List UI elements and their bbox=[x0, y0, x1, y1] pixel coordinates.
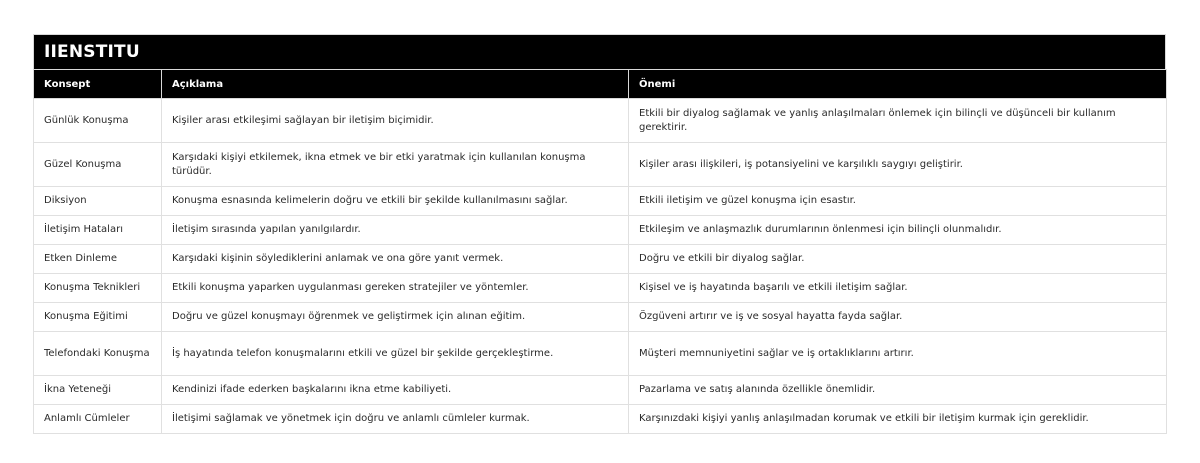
concept-cell: Günlük Konuşma bbox=[34, 99, 162, 143]
concept-cell: İletişim Hataları bbox=[34, 216, 162, 245]
column-header-importance: Önemi bbox=[629, 70, 1167, 99]
concept-cell: Telefondaki Konuşma bbox=[34, 332, 162, 376]
concept-cell: Konuşma Teknikleri bbox=[34, 274, 162, 303]
description-cell: Konuşma esnasında kelimelerin doğru ve etkili bir şekilde kullanılmasını sağlar. bbox=[162, 187, 629, 216]
brand-title: IIENSTITU bbox=[33, 34, 1166, 69]
column-header-description: Açıklama bbox=[162, 70, 629, 99]
table-row bbox=[34, 274, 1167, 303]
importance-cell: Kişisel ve iş hayatında başarılı ve etkili iletişim sağlar. bbox=[629, 274, 1167, 303]
table-row bbox=[34, 405, 1167, 434]
column-header-concept: Konsept bbox=[34, 70, 162, 99]
importance-cell: Kişiler arası ilişkileri, iş potansiyelini ve karşılıklı saygıyı geliştirir. bbox=[629, 143, 1167, 187]
concept-cell: Diksiyon bbox=[34, 187, 162, 216]
table-row bbox=[34, 303, 1167, 332]
concept-cell: Anlamlı Cümleler bbox=[34, 405, 162, 434]
description-cell: Doğru ve güzel konuşmayı öğrenmek ve geliştirmek için alınan eğitim. bbox=[162, 303, 629, 332]
concept-cell: Etken Dinleme bbox=[34, 245, 162, 274]
concept-table bbox=[33, 69, 1167, 434]
concept-cell: Konuşma Eğitimi bbox=[34, 303, 162, 332]
table-row bbox=[34, 216, 1167, 245]
table-row bbox=[34, 187, 1167, 216]
importance-cell: Karşınızdaki kişiyi yanlış anlaşılmadan korumak ve etkili bir iletişim kurmak için gereklidir. bbox=[629, 405, 1167, 434]
table-row bbox=[34, 332, 1167, 376]
description-cell: Karşıdaki kişinin söylediklerini anlamak ve ona göre yanıt vermek. bbox=[162, 245, 629, 274]
table-row bbox=[34, 376, 1167, 405]
header-row bbox=[34, 70, 1167, 99]
importance-cell: Pazarlama ve satış alanında özellikle önemlidir. bbox=[629, 376, 1167, 405]
importance-cell: Doğru ve etkili bir diyalog sağlar. bbox=[629, 245, 1167, 274]
table-row bbox=[34, 245, 1167, 274]
description-cell: Kendinizi ifade ederken başkalarını ikna etme kabiliyeti. bbox=[162, 376, 629, 405]
description-cell: İletişim sırasında yapılan yanılgılardır. bbox=[162, 216, 629, 245]
table-header bbox=[34, 70, 1167, 99]
importance-cell: Etkili iletişim ve güzel konuşma için esastır. bbox=[629, 187, 1167, 216]
table-row bbox=[34, 143, 1167, 187]
description-cell: Kişiler arası etkileşimi sağlayan bir iletişim biçimidir. bbox=[162, 99, 629, 143]
importance-cell: Özgüveni artırır ve iş ve sosyal hayatta fayda sağlar. bbox=[629, 303, 1167, 332]
concept-cell: Güzel Konuşma bbox=[34, 143, 162, 187]
description-cell: Karşıdaki kişiyi etkilemek, ikna etmek ve bir etki yaratmak için kullanılan konuşma türüdür. bbox=[162, 143, 629, 187]
concept-cell: İkna Yeteneği bbox=[34, 376, 162, 405]
importance-cell: Etkili bir diyalog sağlamak ve yanlış anlaşılmaları önlemek için bilinçli ve düşünceli bir kullanım gerektirir. bbox=[629, 99, 1167, 143]
table-body bbox=[34, 99, 1167, 434]
description-cell: Etkili konuşma yaparken uygulanması gereken stratejiler ve yöntemler. bbox=[162, 274, 629, 303]
importance-cell: Etkileşim ve anlaşmazlık durumlarının önlenmesi için bilinçli olunmalıdır. bbox=[629, 216, 1167, 245]
description-cell: İş hayatında telefon konuşmalarını etkili ve güzel bir şekilde gerçekleştirme. bbox=[162, 332, 629, 376]
importance-cell: Müşteri memnuniyetini sağlar ve iş ortaklıklarını artırır. bbox=[629, 332, 1167, 376]
description-cell: İletişimi sağlamak ve yönetmek için doğru ve anlamlı cümleler kurmak. bbox=[162, 405, 629, 434]
table-row bbox=[34, 99, 1167, 143]
concept-table-container bbox=[33, 34, 1166, 434]
